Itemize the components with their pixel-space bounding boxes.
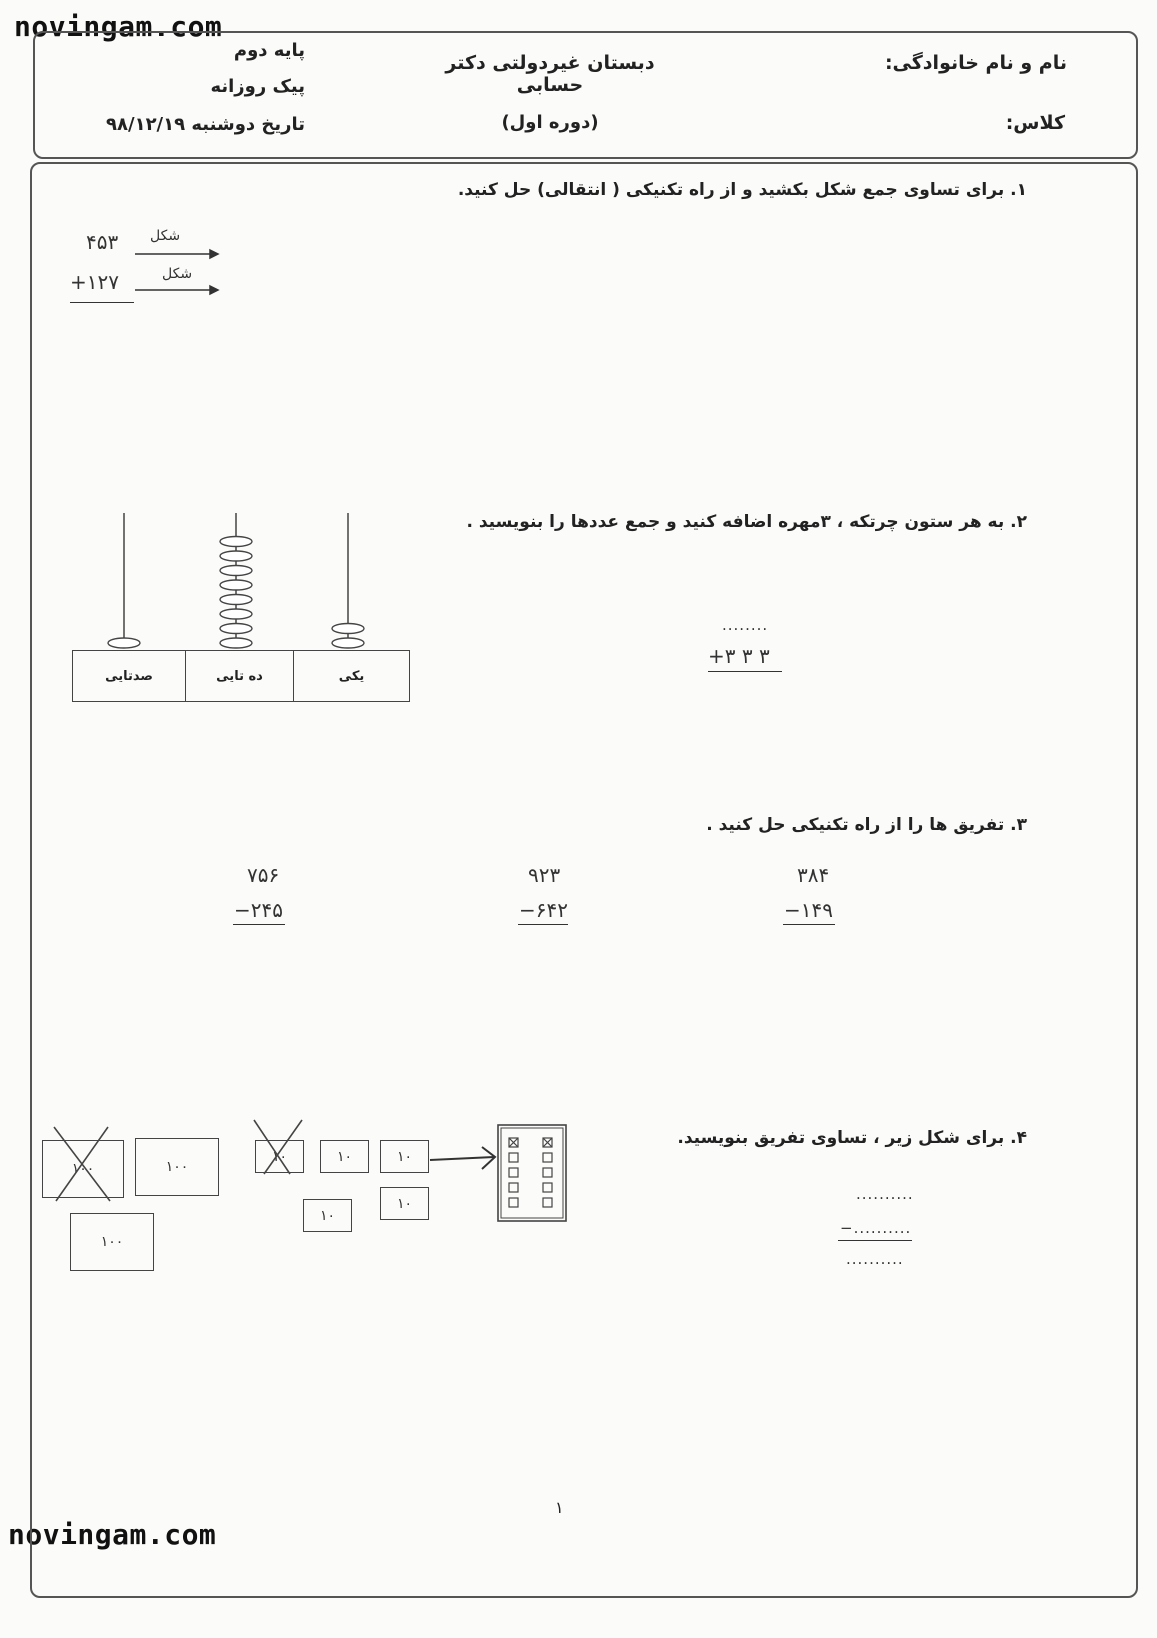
exchange-arrow bbox=[428, 1145, 500, 1175]
hundred-block-crossed: ۱۰۰ bbox=[42, 1140, 124, 1198]
q4-dots-3: .......... bbox=[846, 1250, 904, 1268]
abacus-col-tens: ده تایی bbox=[186, 650, 294, 702]
abacus-bead bbox=[108, 638, 140, 648]
q3-p1-bottom: −۲۴۵ bbox=[234, 898, 283, 922]
watermark-bottom: novingam.com bbox=[8, 1518, 217, 1551]
ones-square bbox=[543, 1198, 552, 1207]
question-4: ۴. برای شکل زیر ، تساوی تفریق بنویسید. bbox=[677, 1128, 1027, 1148]
grade-label: پایه دوم bbox=[233, 40, 305, 61]
period-label: (دوره اول) bbox=[501, 112, 599, 133]
watermark-top: novingam.com bbox=[14, 10, 223, 43]
q2-addend: +۳ ۳ ۳ bbox=[708, 644, 770, 668]
date-label: تاریخ دوشنبه ۹۸/۱۲/۱۹ bbox=[106, 114, 305, 135]
question-3: ۳. تفریق ها را از راه تکنیکی حل کنید . bbox=[706, 815, 1027, 835]
abacus-bead bbox=[220, 609, 252, 619]
cross-mark-ten bbox=[250, 1118, 308, 1178]
main-box bbox=[30, 162, 1138, 1598]
abacus-bead bbox=[332, 624, 364, 634]
ones-square bbox=[543, 1183, 552, 1192]
q3-p2-line bbox=[518, 924, 568, 925]
q2-answer-dots: ........ bbox=[722, 616, 769, 634]
class-label: کلاس: bbox=[1005, 112, 1065, 134]
abacus-col-ones: یکی bbox=[294, 650, 410, 702]
q4-line bbox=[838, 1240, 912, 1241]
question-1: ۱. برای تساوی جمع شکل بکشید و از راه تکنیکی ( انتقالی) حل کنید. bbox=[457, 180, 1027, 200]
abacus-bead bbox=[220, 566, 252, 576]
q1-sum-line bbox=[70, 302, 134, 303]
q1-bottom-number: +۱۲۷ bbox=[70, 270, 119, 294]
ten-block-3: ۱۰ bbox=[380, 1140, 429, 1173]
q1-arrow-label-2: شکل bbox=[162, 266, 193, 282]
q4-dots-2: −.......... bbox=[840, 1219, 912, 1237]
abacus-col-hundreds: صدتایی bbox=[72, 650, 186, 702]
abacus-base bbox=[72, 650, 410, 702]
school-name: دبستان غیردولتی دکتر حسابی bbox=[445, 52, 655, 96]
abacus-bead bbox=[220, 624, 252, 634]
q3-p2-bottom: −۶۴۲ bbox=[519, 898, 568, 922]
page-title: پیک روزانه bbox=[210, 76, 305, 97]
ten-block-2: ۱۰ bbox=[320, 1140, 369, 1173]
ones-card bbox=[495, 1122, 569, 1224]
name-label: نام و نام خانوادگی: bbox=[884, 52, 1067, 74]
q3-p3-line bbox=[783, 924, 835, 925]
ones-square bbox=[509, 1153, 518, 1162]
ten-block-crossed: ۱۰ bbox=[255, 1140, 304, 1173]
q2-sum-line bbox=[708, 671, 782, 672]
q3-p3-top: ۳۸۴ bbox=[797, 863, 830, 887]
ten-block-5: ۱۰ bbox=[303, 1199, 352, 1232]
q3-p1-line bbox=[233, 924, 285, 925]
q1-arrows bbox=[130, 240, 220, 300]
abacus-bead bbox=[220, 551, 252, 561]
ones-square bbox=[509, 1198, 518, 1207]
hundred-block-2: ۱۰۰ bbox=[135, 1138, 219, 1196]
q1-arrow-label-1: شکل bbox=[150, 228, 181, 244]
page-number: ۱ bbox=[555, 1498, 564, 1517]
abacus-bead bbox=[220, 595, 252, 605]
q4-dots-1: .......... bbox=[856, 1185, 914, 1203]
ones-square bbox=[509, 1168, 518, 1177]
ones-square bbox=[509, 1183, 518, 1192]
question-2: ۲. به هر ستون چرتکه ، ۳مهره اضافه کنید و جمع عددها را بنویسید . bbox=[466, 512, 1027, 532]
ones-square bbox=[543, 1153, 552, 1162]
ones-square bbox=[543, 1168, 552, 1177]
q3-p3-bottom: −۱۴۹ bbox=[784, 898, 833, 922]
abacus-bead bbox=[220, 638, 252, 648]
q3-p2-top: ۹۲۳ bbox=[528, 863, 561, 887]
ten-block-4: ۱۰ bbox=[380, 1187, 429, 1220]
abacus-bead bbox=[220, 580, 252, 590]
q3-p1-top: ۷۵۶ bbox=[247, 863, 280, 887]
hundred-block-3: ۱۰۰ bbox=[70, 1213, 154, 1271]
abacus-bead bbox=[332, 638, 364, 648]
abacus-rods bbox=[72, 508, 412, 653]
abacus-bead bbox=[220, 537, 252, 547]
cross-mark-hundred bbox=[42, 1125, 124, 1203]
q1-top-number: ۴۵۳ bbox=[86, 230, 119, 254]
